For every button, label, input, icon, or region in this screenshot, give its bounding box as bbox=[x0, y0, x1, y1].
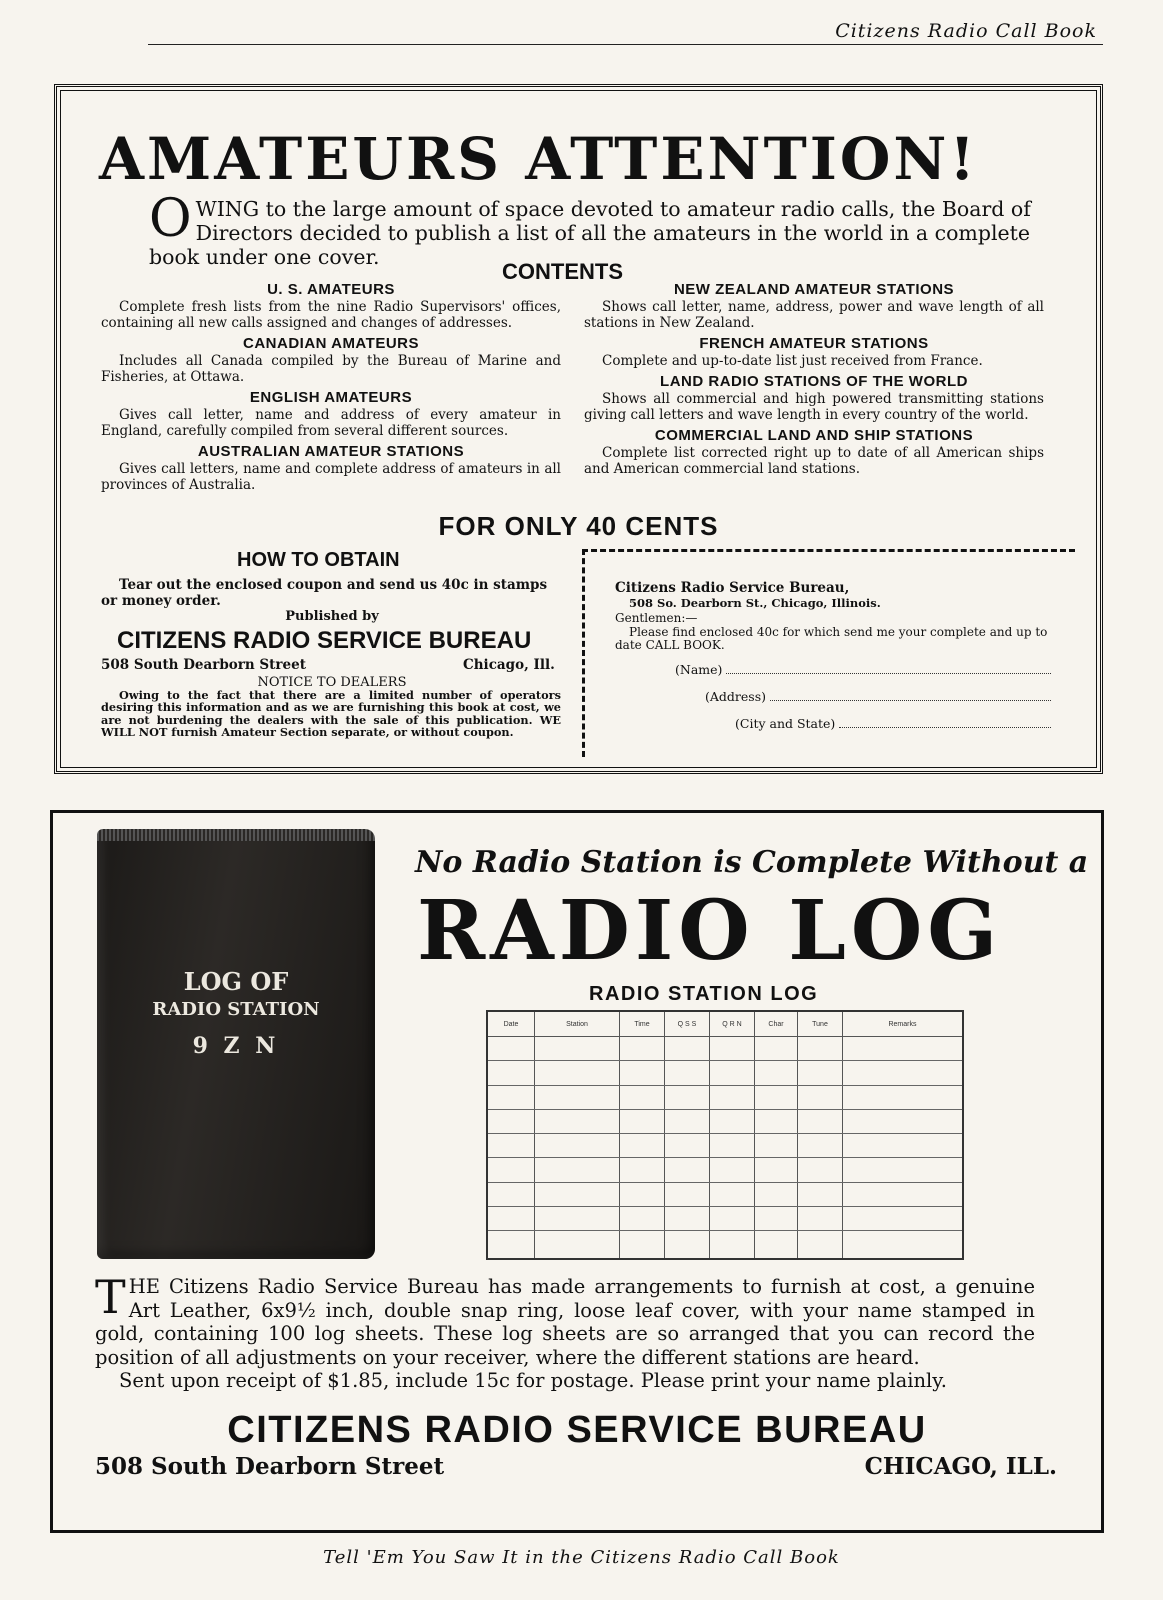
coupon-city-label: (City and State) bbox=[735, 716, 836, 731]
log-sheet-cell bbox=[487, 1061, 535, 1085]
log-sheet-cell bbox=[798, 1134, 843, 1158]
log-sheet-cell bbox=[487, 1206, 535, 1230]
radio-log-ad bbox=[50, 810, 1104, 1533]
book-pages-edge bbox=[97, 829, 375, 841]
log-sheet-cell bbox=[843, 1061, 964, 1085]
section-heading: NEW ZEALAND AMATEUR STATIONS bbox=[673, 281, 955, 298]
body-dropcap: T bbox=[95, 1270, 126, 1324]
bureau-name: CITIZENS RADIO SERVICE BUREAU bbox=[227, 1409, 927, 1451]
contents-section bbox=[101, 443, 561, 493]
section-body: Shows all commercial and high powered transmitting stations giving call letters and wave length in every country of the world. bbox=[584, 391, 1044, 423]
coupon-salutation: Gentlemen:— bbox=[615, 611, 698, 625]
log-sheet-cell bbox=[620, 1085, 665, 1109]
log-sheet-cell bbox=[665, 1109, 710, 1133]
log-sheet-cell bbox=[798, 1231, 843, 1259]
log-sheet-cell bbox=[487, 1231, 535, 1259]
log-sheet-cell bbox=[755, 1085, 798, 1109]
log-sheet-cell bbox=[710, 1158, 755, 1182]
log-sheet-cell bbox=[755, 1182, 798, 1206]
section-body: Complete fresh lists from the nine Radio Supervisors' offices, containing all new calls assigned and changes of addresses. bbox=[101, 299, 561, 331]
log-sheet-table bbox=[486, 1010, 964, 1260]
section-body: Complete list corrected right up to date of all American ships and American commercial land stations. bbox=[584, 445, 1044, 477]
log-sheet-row bbox=[487, 1085, 963, 1109]
log-sheet-cell bbox=[798, 1061, 843, 1085]
order-coupon[interactable] bbox=[582, 549, 1075, 757]
log-sheet-cell bbox=[843, 1231, 964, 1259]
contents-section bbox=[101, 281, 561, 331]
log-col-tune: Tune bbox=[798, 1011, 843, 1037]
contents-left-column bbox=[101, 277, 561, 493]
log-col-char: Char bbox=[755, 1011, 798, 1037]
log-sheet-cell bbox=[665, 1206, 710, 1230]
contents-section bbox=[584, 281, 1044, 331]
contents-right-column bbox=[584, 277, 1044, 477]
log-sheet-cell bbox=[665, 1182, 710, 1206]
section-heading: ENGLISH AMATEURS bbox=[249, 389, 413, 406]
log-sheet-cell bbox=[843, 1037, 964, 1061]
header-rule bbox=[148, 44, 1103, 45]
log-sheet-body bbox=[487, 1037, 963, 1260]
book-title-line2: RADIO STATION bbox=[152, 999, 320, 1020]
log-sheet-cell bbox=[755, 1109, 798, 1133]
log-sheet-cell bbox=[798, 1109, 843, 1133]
coupon-recipient-address: 508 So. Dearborn St., Chicago, Illinois. bbox=[629, 596, 881, 610]
log-sheet-cell bbox=[665, 1134, 710, 1158]
log-sheet-cell bbox=[665, 1158, 710, 1182]
log-sheet-cell bbox=[755, 1231, 798, 1259]
log-sheet-row bbox=[487, 1134, 963, 1158]
radio-log-description bbox=[95, 1270, 1035, 1393]
log-sheet-cell bbox=[620, 1134, 665, 1158]
section-body: Complete and up-to-date list just received from France. bbox=[602, 353, 983, 369]
log-sheet-cell bbox=[487, 1085, 535, 1109]
contents-section bbox=[101, 389, 561, 439]
log-col-remarks: Remarks bbox=[843, 1011, 964, 1037]
log-sheet-header-row bbox=[487, 1011, 963, 1037]
log-sheet-cell bbox=[843, 1182, 964, 1206]
log-sheet-cell bbox=[710, 1206, 755, 1230]
contents-section bbox=[584, 335, 1044, 369]
log-sheet-cell bbox=[535, 1206, 620, 1230]
log-sheet-cell bbox=[710, 1134, 755, 1158]
log-sheet-cell bbox=[798, 1206, 843, 1230]
log-sheet-cell bbox=[843, 1109, 964, 1133]
price-line: FOR ONLY 40 CENTS bbox=[438, 511, 719, 541]
publisher-street: 508 South Dearborn Street bbox=[101, 657, 306, 673]
log-sheet-cell bbox=[535, 1158, 620, 1182]
log-sheet-cell bbox=[535, 1109, 620, 1133]
log-sheet-row bbox=[487, 1061, 963, 1085]
log-col-qrn: Q R N bbox=[710, 1011, 755, 1037]
log-sheet-row bbox=[487, 1231, 963, 1259]
section-body: Shows call letter, name, address, power and wave length of all stations in New Zealand. bbox=[584, 299, 1044, 331]
log-sheet-cell bbox=[535, 1037, 620, 1061]
log-sheet-cell bbox=[755, 1158, 798, 1182]
log-sheet-row bbox=[487, 1037, 963, 1061]
log-sheet-cell bbox=[487, 1109, 535, 1133]
log-sheet-cell bbox=[843, 1134, 964, 1158]
log-sheet-cell bbox=[755, 1061, 798, 1085]
contents-title: CONTENTS bbox=[502, 259, 623, 284]
body-text: HE Citizens Radio Service Bureau has made arrangements to furnish at cost, a genuine Art Leather, 6x9½ inch, double snap ring, loose leaf cover, with your name stamped in gold, containing 100 log sheets. These log sheets are so arranged that you can record the position of all adjustments on your receiver, where the different stations are heard. bbox=[95, 1275, 1035, 1369]
log-col-time: Time bbox=[620, 1011, 665, 1037]
log-sheet-cell bbox=[487, 1158, 535, 1182]
contents-section bbox=[101, 335, 561, 385]
log-sheet-cell bbox=[620, 1109, 665, 1133]
log-sheet-cell bbox=[843, 1158, 964, 1182]
intro-dropcap: O bbox=[149, 189, 192, 249]
section-body: Gives call letters, name and complete address of amateurs in all provinces of Australia. bbox=[101, 461, 561, 493]
log-sheet-cell bbox=[535, 1085, 620, 1109]
coupon-address-label: (Address) bbox=[705, 689, 766, 704]
log-sheet-cell bbox=[620, 1037, 665, 1061]
coupon-name-field[interactable] bbox=[675, 662, 1051, 677]
page-footer: Tell 'Em You Saw It in the Citizens Radio Call Book bbox=[323, 1547, 840, 1568]
log-sheet-cell bbox=[755, 1134, 798, 1158]
section-body: Gives call letter, name and address of every amateur in England, carefully compiled from several different sources. bbox=[101, 407, 561, 439]
log-sheet-cell bbox=[620, 1182, 665, 1206]
section-heading: AUSTRALIAN AMATEUR STATIONS bbox=[197, 443, 465, 460]
publisher-city: Chicago, Ill. bbox=[463, 657, 555, 673]
log-sheet-cell bbox=[665, 1085, 710, 1109]
book-title-line3: 9 Z N bbox=[192, 1033, 280, 1059]
log-sheet-row bbox=[487, 1182, 963, 1206]
coupon-name-label: (Name) bbox=[675, 662, 723, 677]
coupon-body: Please find enclosed 40c for which send me your complete and up to date CALL BOOK. bbox=[615, 625, 1048, 652]
log-sheet-cell bbox=[798, 1158, 843, 1182]
log-sheet-cell bbox=[620, 1061, 665, 1085]
log-sheet-cell bbox=[665, 1037, 710, 1061]
publisher-name: CITIZENS RADIO SERVICE BUREAU bbox=[117, 627, 532, 654]
log-sheet-cell bbox=[535, 1061, 620, 1085]
body-text-price: Sent upon receipt of $1.85, include 15c for postage. Please print your name plainly. bbox=[119, 1369, 947, 1392]
log-sheet-cell bbox=[620, 1158, 665, 1182]
book-title-line1: LOG OF bbox=[183, 967, 289, 996]
log-sheet-cell bbox=[843, 1085, 964, 1109]
log-col-station: Station bbox=[535, 1011, 620, 1037]
coupon-recipient: Citizens Radio Service Bureau, bbox=[615, 580, 850, 596]
how-to-obtain-body: Tear out the enclosed coupon and send us 40c in stamps or money order. bbox=[101, 577, 548, 609]
log-col-date: Date bbox=[487, 1011, 535, 1037]
log-sheet-cell bbox=[665, 1231, 710, 1259]
published-by: Published by bbox=[285, 609, 379, 624]
log-sheet-cell bbox=[710, 1037, 755, 1061]
contents-section bbox=[584, 427, 1044, 477]
notice-body: Owing to the fact that there are a limited number of operators desiring this information and as we are furnishing this book at cost, we are not burdening the dealers with the sale of this publication. WE WILL NOT furnish Amateur Section separate, or without coupon. bbox=[101, 688, 561, 740]
log-sheet-cell bbox=[710, 1085, 755, 1109]
log-col-qss: Q S S bbox=[665, 1011, 710, 1037]
coupon-address-field[interactable] bbox=[705, 689, 1051, 704]
section-heading: FRENCH AMATEUR STATIONS bbox=[699, 335, 929, 352]
log-sheet-cell bbox=[710, 1061, 755, 1085]
log-sheet-cell bbox=[487, 1134, 535, 1158]
log-sheet-cell bbox=[710, 1231, 755, 1259]
log-sheet-cell bbox=[755, 1206, 798, 1230]
log-sheet-title: RADIO STATION LOG bbox=[589, 983, 819, 1005]
section-heading: U. S. AMATEURS bbox=[267, 281, 395, 298]
log-sheet-cell bbox=[843, 1206, 964, 1230]
log-sheet-cell bbox=[798, 1085, 843, 1109]
log-sheet-cell bbox=[487, 1037, 535, 1061]
log-sheet-cell bbox=[710, 1182, 755, 1206]
log-sheet-cell bbox=[798, 1182, 843, 1206]
contents-section bbox=[584, 373, 1044, 423]
radio-log-headline: RADIO LOG bbox=[417, 883, 1003, 979]
log-sheet-cell bbox=[710, 1109, 755, 1133]
bureau-city: CHICAGO, ILL. bbox=[864, 1453, 1057, 1480]
log-sheet-cell bbox=[620, 1206, 665, 1230]
log-sheet-cell bbox=[535, 1231, 620, 1259]
log-sheet-cell bbox=[535, 1182, 620, 1206]
running-head: Citizens Radio Call Book bbox=[835, 20, 1097, 42]
section-body: Includes all Canada compiled by the Bureau of Marine and Fisheries, at Ottawa. bbox=[101, 353, 561, 385]
section-heading: COMMERCIAL LAND AND SHIP STATIONS bbox=[654, 427, 974, 444]
log-sheet-cell bbox=[798, 1037, 843, 1061]
log-sheet-row bbox=[487, 1158, 963, 1182]
log-sheet-cell bbox=[755, 1037, 798, 1061]
notice-heading: NOTICE TO DEALERS bbox=[257, 675, 407, 690]
radio-log-tagline: No Radio Station is Complete Without a bbox=[415, 845, 1089, 880]
intro-text: WING to the large amount of space devoted to amateur radio calls, the Board of Directors decided to publish a list of all the amateurs in the world in a complete book under one cover. bbox=[149, 197, 1031, 269]
how-to-obtain-heading: HOW TO OBTAIN bbox=[237, 549, 400, 571]
log-sheet-cell bbox=[665, 1061, 710, 1085]
amateurs-ad bbox=[54, 84, 1103, 774]
coupon-city-field[interactable] bbox=[735, 716, 1051, 731]
bureau-street: 508 South Dearborn Street bbox=[95, 1453, 445, 1480]
log-sheet-cell bbox=[487, 1182, 535, 1206]
log-sheet-row bbox=[487, 1109, 963, 1133]
section-heading: LAND RADIO STATIONS OF THE WORLD bbox=[660, 373, 968, 390]
log-sheet-cell bbox=[620, 1231, 665, 1259]
log-sheet-cell bbox=[535, 1134, 620, 1158]
log-sheet-row bbox=[487, 1206, 963, 1230]
log-book-image bbox=[97, 831, 375, 1259]
section-heading: CANADIAN AMATEURS bbox=[243, 335, 419, 352]
amateurs-headline: AMATEURS ATTENTION! bbox=[99, 125, 978, 193]
